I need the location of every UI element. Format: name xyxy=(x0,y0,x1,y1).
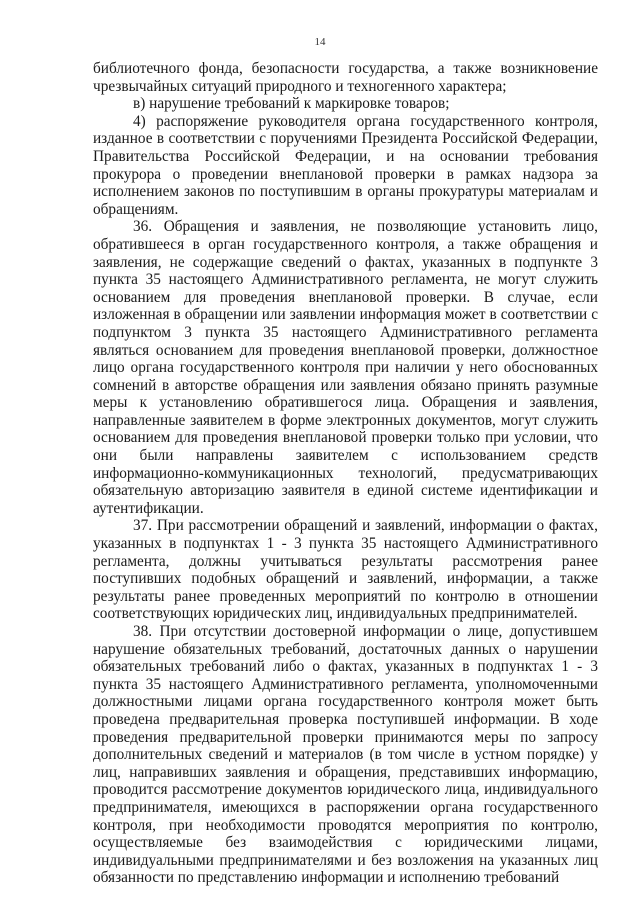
paragraph: в) нарушение требований к маркировке товаров; xyxy=(133,95,450,113)
paragraph: 37. При рассмотрении обращений и заявлений, информации о фактах, указанных в подпунктах 1 - 3 пункта 35 настоящего Административного регламента, должны учитываться результаты рассмотрения ранее поступивших подобных обращений и заявлений, информации, а также результаты ранее проведенных мероприятий по контролю в отношении соответствующих юридических лиц, индивидуальных предпринимателей. xyxy=(93,517,598,623)
paragraph: библиотечного фонда, безопасности государства, а также возникновение чрезвычайных ситуаций природного и техногенного характера; xyxy=(93,60,598,95)
document-body xyxy=(93,60,598,887)
paragraph: 36. Обращения и заявления, не позволяющие установить лицо, обратившееся в орган государственного контроля, а также обращения и заявления, не содержащие сведений о фактах, указанных в подпункте 3 пункта 35 настоящего Административного регламента, не могут служить основанием для проведения внеплановой проверки. В случае, если изложенная в обращении или заявлении информация может в соответствии с подпунктом 3 пункта 35 настоящего Административного регламента являться основанием для проведения внеплановой проверки, должностное лицо органа государственного контроля при наличии у него обоснованных сомнений в авторстве обращения или заявления обязано принять разумные меры к установлению обратившегося лица. Обращения и заявления, направленные заявителем в форме электронных документов, могут служить основанием для проведения внеплановой проверки только при условии, что они были направлены заявителем с использованием средств информационно-коммуникационных технологий, предусматривающих обязательную авторизацию заявителя в единой системе идентификации и аутентификации. xyxy=(93,218,598,517)
paragraph: 38. При отсутствии достоверной информации о лице, допустившем нарушение обязательных требований, достаточных данных о нарушении обязательных требований либо о фактах, указанных в подпунктах 1 - 3 пункта 35 настоящего Административного регламента, уполномоченными должностными лицами органа государственного контроля может быть проведена предварительная проверка поступившей информации. В ходе проведения предварительной проверки принимаются меры по запросу дополнительных сведений и материалов (в том числе в устном порядке) у лиц, направивших заявления и обращения, представивших информацию, проводится рассмотрение документов юридического лица, индивидуального предпринимателя, имеющихся в распоряжении органа государственного контроля, при необходимости проводятся мероприятия по контролю, осуществляемые без взаимодействия с юридическими лицами, индивидуальными предпринимателями и без возложения на указанных лиц обязанности по представлению информации и исполнению требований xyxy=(93,623,598,887)
page-number: 14 xyxy=(314,36,326,48)
paragraph: 4) распоряжение руководителя органа государственного контроля, изданное в соответствии с поручениями Президента Российской Федерации, Правительства Российской Федерации, и на основании требования прокурора о проведении внеплановой проверки в рамках надзора за исполнением законов по поступившим в органы прокуратуры материалам и обращениям. xyxy=(93,112,598,218)
